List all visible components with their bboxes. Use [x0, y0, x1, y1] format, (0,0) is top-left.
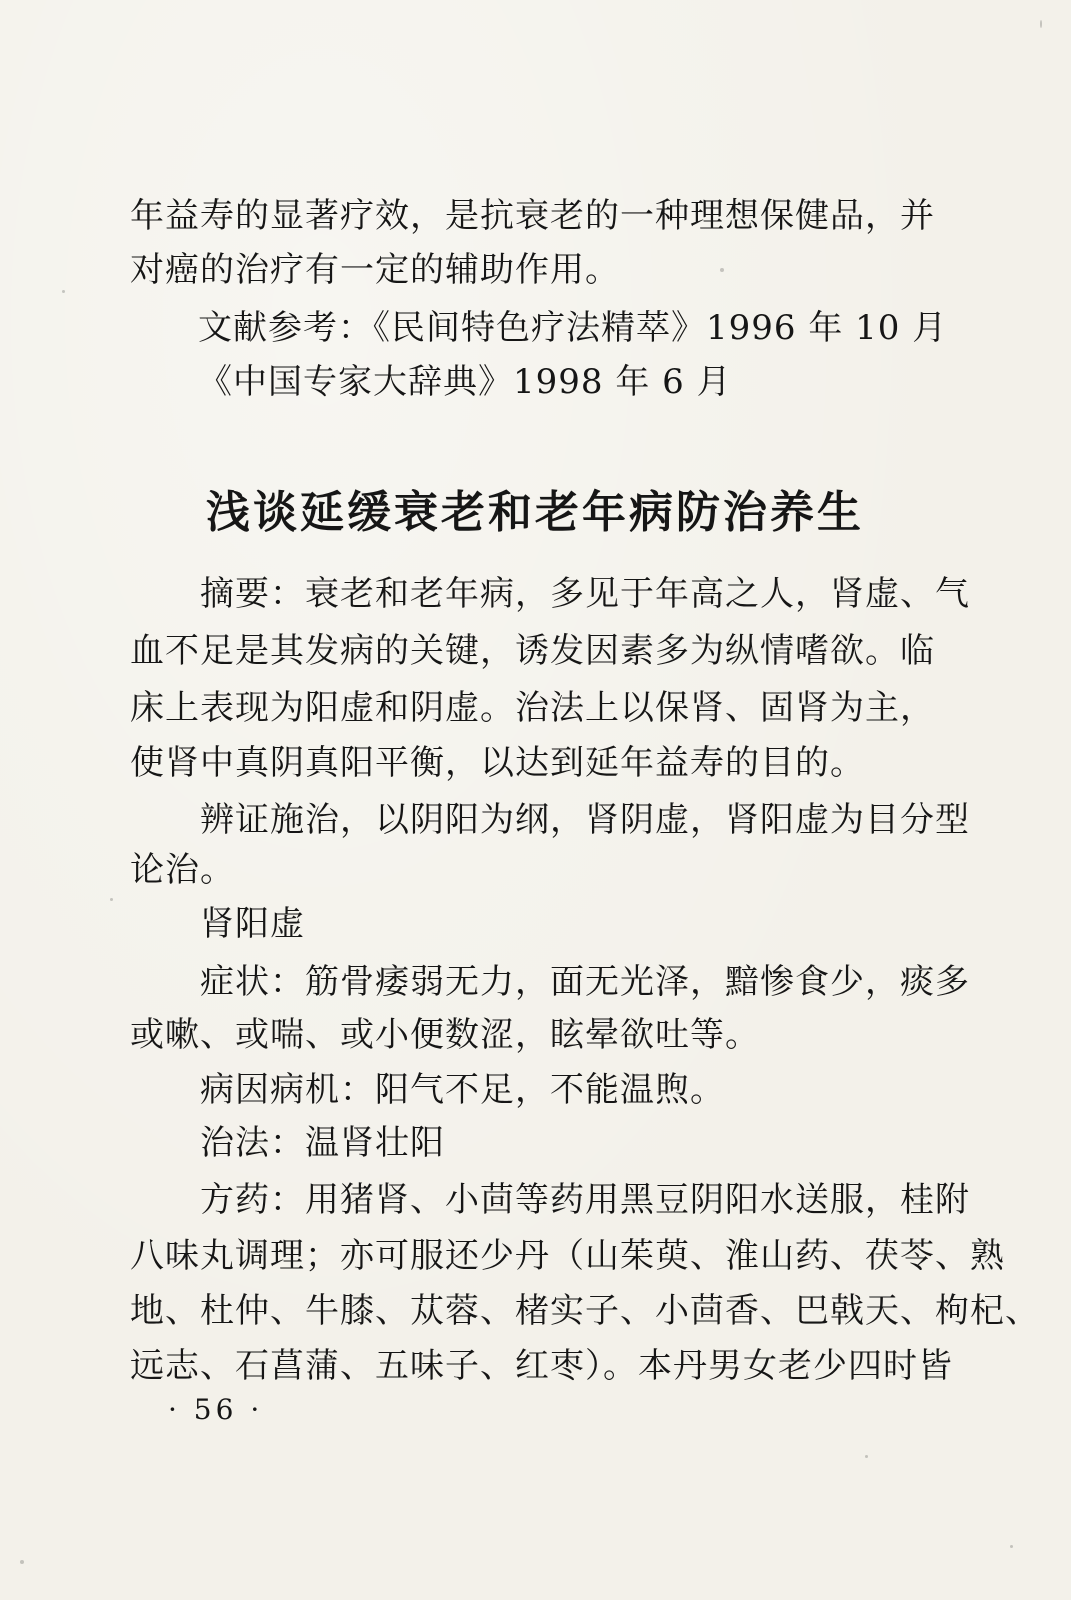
- treatment-line: 治法：温肾壮阳: [200, 1123, 445, 1163]
- symptoms-line: 或嗽、或喘、或小便数涩，眩晕欲吐等。: [130, 1015, 760, 1055]
- paper-speck: [1040, 20, 1042, 28]
- prescription-line: 八味丸调理；亦可服还少丹（山茱萸、淮山药、茯苓、熟: [130, 1236, 1005, 1276]
- abstract-line: 摘要：衰老和老年病，多见于年高之人，肾虚、气: [200, 574, 970, 614]
- abstract-line: 血不足是其发病的关键，诱发因素多为纵情嗜欲。临: [130, 631, 935, 671]
- abstract-line: 床上表现为阳虚和阴虚。治法上以保肾、固肾为主，: [130, 688, 935, 728]
- prescription-line: 方药：用猪肾、小茴等药用黑豆阴阳水送服，桂附: [200, 1180, 970, 1220]
- paper-speck: [720, 268, 724, 272]
- paper-speck: [110, 898, 113, 901]
- symptoms-line: 症状：筋骨痿弱无力，面无光泽，黯惨食少，痰多: [200, 962, 970, 1002]
- paper-speck: [865, 1455, 868, 1458]
- page-number: · 56 ·: [168, 1393, 264, 1426]
- top-paragraph-line: 年益寿的显著疗效，是抗衰老的一种理想保健品，并: [130, 196, 935, 236]
- section-heading: 肾阳虚: [200, 904, 305, 944]
- paper-speck: [1010, 1545, 1013, 1548]
- reference-line: 《中国专家大辞典》1998 年 6 月: [198, 362, 732, 402]
- paper-speck: [20, 1560, 24, 1564]
- article-title: 浅谈延缓衰老和老年病防治养生: [206, 487, 864, 538]
- top-paragraph-line: 对癌的治疗有一定的辅助作用。: [130, 250, 620, 290]
- abstract-line: 使肾中真阴真阳平衡，以达到延年益寿的目的。: [130, 743, 865, 783]
- prescription-line: 地、杜仲、牛膝、苁蓉、楮实子、小茴香、巴戟天、枸杞、: [130, 1291, 1040, 1331]
- prescription-line: 远志、石菖蒲、五味子、红枣）。本丹男女老少四时皆: [130, 1346, 953, 1386]
- reference-line: 文献参考：《民间特色疗法精萃》1996 年 10 月: [198, 308, 948, 348]
- paper-speck: [62, 290, 65, 293]
- diagnosis-line: 论治。: [130, 850, 235, 890]
- etiology-line: 病因病机：阳气不足，不能温煦。: [200, 1070, 725, 1110]
- diagnosis-line: 辨证施治，以阴阳为纲，肾阴虚，肾阳虚为目分型: [200, 800, 970, 840]
